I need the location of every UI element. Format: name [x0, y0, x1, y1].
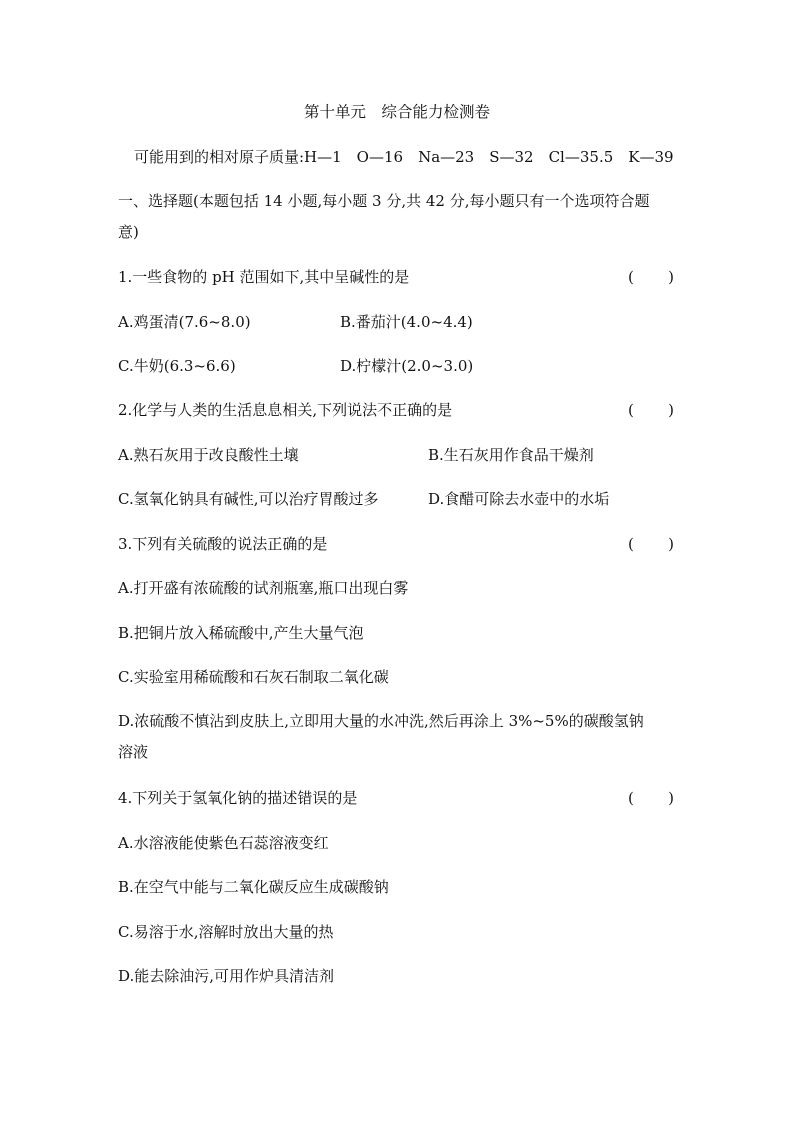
page-title: 第十单元 综合能力检测卷	[303, 103, 490, 121]
question-3-answer-blank	[628, 534, 674, 554]
answer-blank-open: (	[628, 268, 634, 286]
question-1-stem: 1.一些食物的 pH 范围如下,其中呈碱性的是	[118, 268, 410, 286]
question-1-option-d: D.柠檬汁(2.0~3.0)	[340, 357, 474, 375]
question-4-option-c: C.易溶于水,溶解时放出大量的热	[118, 923, 334, 941]
question-3-option-d: D.浓硫酸不慎沾到皮肤上,立即用大量的水冲洗,然后再涂上 3%~5%的碳酸氢钠	[118, 712, 644, 730]
question-4-option-a: A.水溶液能使紫色石蕊溶液变红	[118, 834, 329, 852]
section-heading-line2: 意)	[118, 223, 139, 241]
question-2-option-c: C.氢氧化钠具有碱性,可以治疗胃酸过多	[118, 490, 379, 508]
answer-blank-open: (	[628, 401, 634, 419]
answer-blank-open: (	[628, 535, 634, 553]
question-4-option-b: B.在空气中能与二氧化碳反应生成碳酸钠	[118, 878, 389, 896]
answer-blank-open: (	[628, 789, 634, 807]
question-3-stem: 3.下列有关硫酸的说法正确的是	[118, 535, 328, 553]
question-4-answer-blank	[628, 788, 674, 808]
question-1-answer-blank	[628, 267, 674, 287]
answer-blank-close: )	[668, 268, 674, 286]
question-2-stem: 2.化学与人类的生活息息相关,下列说法不正确的是	[118, 401, 453, 419]
answer-blank-close: )	[668, 535, 674, 553]
question-3-option-c: C.实验室用稀硫酸和石灰石制取二氧化碳	[118, 668, 389, 686]
question-2-answer-blank	[628, 400, 674, 420]
answer-blank-close: )	[668, 789, 674, 807]
question-4-option-d: D.能去除油污,可用作炉具清洁剂	[118, 967, 335, 985]
question-3-option-a: A.打开盛有浓硫酸的试剂瓶塞,瓶口出现白雾	[118, 579, 409, 597]
answer-blank-close: )	[668, 401, 674, 419]
question-1-option-c: C.牛奶(6.3~6.6)	[118, 357, 236, 375]
section-heading-line1: 一、选择题(本题包括 14 小题,每小题 3 分,共 42 分,每小题只有一个选项符合题	[118, 192, 650, 210]
question-2-option-b: B.生石灰用作食品干燥剂	[428, 446, 594, 464]
question-3-option-b: B.把铜片放入稀硫酸中,产生大量气泡	[118, 624, 364, 642]
atomic-masses-note: 可能用到的相对原子质量:H—1 O—16 Na—23 S—32 Cl—35.5 K—39	[134, 148, 674, 166]
question-1-option-a: A.鸡蛋清(7.6~8.0)	[118, 313, 251, 331]
question-2-option-a: A.熟石灰用于改良酸性土壤	[118, 446, 299, 464]
question-1-option-b: B.番茄汁(4.0~4.4)	[340, 313, 473, 331]
question-3-option-d-continued: 溶液	[118, 743, 149, 761]
question-4-stem: 4.下列关于氢氧化钠的描述错误的是	[118, 789, 358, 807]
question-2-option-d: D.食醋可除去水壶中的水垢	[428, 490, 610, 508]
